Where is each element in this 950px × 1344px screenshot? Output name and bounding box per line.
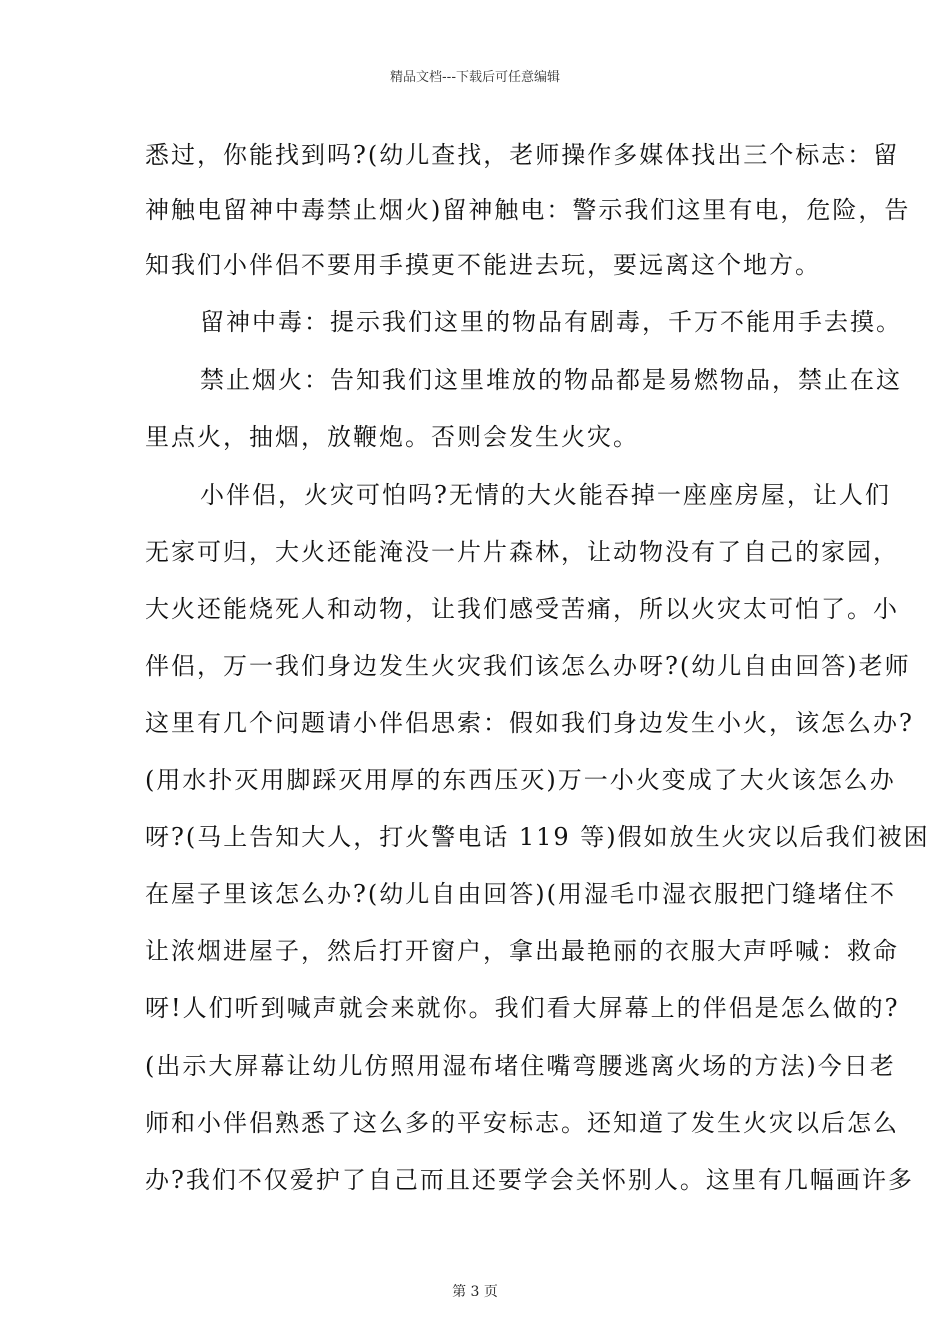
text-line: 呀!人们听到喊声就会来就你。我们看大屏幕上的伴侣是怎么做的? bbox=[145, 994, 900, 1022]
text-line: 无家可归，大火还能淹没一片片森林，让动物没有了自己的家园， bbox=[145, 538, 899, 566]
text-line: 在屋子里该怎么办?(幼儿自由回答)(用湿毛巾湿衣服把门缝堵住不 bbox=[145, 880, 896, 908]
text-line: 神触电留神中毒禁止烟火)留神触电：警示我们这里有电，危险，告 bbox=[145, 196, 911, 224]
text-line: 办?我们不仅爱护了自己而且还要学会关怀别人。这里有几幅画许多 bbox=[145, 1166, 914, 1194]
text-line: 大火还能烧死人和动物，让我们感受苦痛，所以火灾太可怕了。小 bbox=[145, 595, 899, 623]
text-line: 师和小伴侣熟悉了这么多的平安标志。还知道了发生火灾以后怎么 bbox=[145, 1109, 899, 1137]
text-line: (用水扑灭用脚踩灭用厚的东西压灭)万一小火变成了大火该怎么办 bbox=[145, 766, 896, 794]
text-line: 悉过，你能找到吗?(幼儿查找，老师操作多媒体找出三个标志：留 bbox=[145, 141, 900, 169]
text-line: 留神中毒：提示我们这里的物品有剧毒，千万不能用手去摸。 bbox=[200, 308, 902, 336]
text-line: 这里有几个问题请小伴侣思索：假如我们身边发生小火，该怎么办? bbox=[145, 709, 914, 737]
page-header: 精品文档---下载后可任意编辑 bbox=[389, 70, 561, 85]
text-line: 知我们小伴侣不要用手摸更不能进去玩，要远离这个地方。 bbox=[145, 251, 821, 279]
text-line: (出示大屏幕让幼儿仿照用湿布堵住嘴弯腰逃离火场的方法)今日老 bbox=[145, 1052, 896, 1080]
text-line: 里点火，抽烟，放鞭炮。否则会发生火灾。 bbox=[145, 423, 639, 451]
text-line: 伴侣，万一我们身边发生火灾我们该怎么办呀?(幼儿自由回答)老师 bbox=[145, 652, 911, 680]
text-line: 禁止烟火：告知我们这里堆放的物品都是易燃物品，禁止在这 bbox=[200, 366, 902, 394]
text-line: 小伴侣，火灾可怕吗?无情的大火能吞掉一座座房屋，让人们 bbox=[200, 481, 891, 509]
text-line: 呀?(马上告知大人，打火警电话 119 等)假如放生火灾以后我们被困 bbox=[145, 823, 930, 851]
text-line: 让浓烟进屋子，然后打开窗户，拿出最艳丽的衣服大声呼喊：救命 bbox=[145, 937, 899, 965]
page-number: 第 3 页 bbox=[452, 1284, 498, 1300]
